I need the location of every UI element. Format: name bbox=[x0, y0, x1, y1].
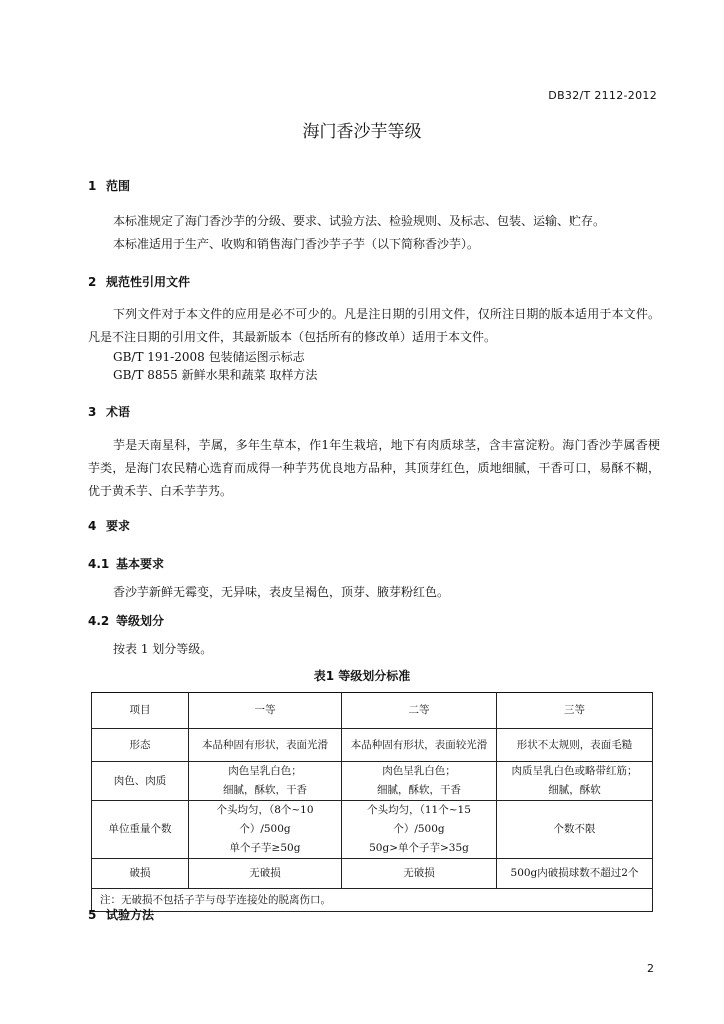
section-4-heading bbox=[88, 517, 130, 534]
section-title: 规范性引用文件 bbox=[106, 275, 191, 289]
section-3-heading bbox=[88, 403, 130, 420]
cell-line: 50g>单个子芋>35g bbox=[369, 842, 469, 854]
subsection-4-2-heading bbox=[88, 612, 164, 629]
paragraph: 本标准规定了海门香沙芋的分级、要求、试验方法、检验规则、及标志、包装、运输、贮存。 bbox=[113, 214, 606, 228]
table-cell bbox=[342, 801, 497, 859]
table-caption: 表1 等级划分标准 bbox=[313, 669, 411, 683]
section-number: 1 bbox=[88, 179, 97, 193]
reference-item: GB/T 191-2008 包装储运图示标志 bbox=[113, 350, 305, 364]
table-row bbox=[92, 729, 653, 762]
table-row bbox=[92, 801, 653, 859]
table-cell: 本品种固有形状，表面光滑 bbox=[189, 729, 342, 762]
subsection-number: 4.1 bbox=[88, 557, 110, 571]
paragraph: 本标准适用于生产、收购和销售海门香沙芋子芋（以下简称香沙芋）。 bbox=[113, 237, 480, 251]
table-cell: 无破损 bbox=[342, 859, 497, 889]
table-cell bbox=[189, 801, 342, 859]
subsection-4-1-heading bbox=[88, 555, 164, 572]
cell-line: 细腻，酥软 bbox=[548, 784, 601, 796]
row-label: 破损 bbox=[92, 859, 189, 889]
subsection-title: 基本要求 bbox=[116, 557, 165, 571]
table-cell: 无破损 bbox=[189, 859, 342, 889]
section-1-heading bbox=[88, 177, 130, 194]
cell-line: 肉质呈乳白色或略带红筋； bbox=[511, 765, 638, 777]
table-header-cell: 一等 bbox=[189, 693, 342, 729]
table-header-row bbox=[92, 693, 653, 729]
page-number: 2 bbox=[647, 962, 654, 975]
table-cell: 本品种固有形状，表面较光滑 bbox=[342, 729, 497, 762]
cell-line: 细腻，酥软，干香 bbox=[223, 784, 307, 796]
subsection-title: 等级划分 bbox=[116, 614, 165, 628]
cell-line: 个头均匀，（11个~15个）/500g bbox=[367, 804, 471, 835]
row-label: 单位重量个数 bbox=[92, 801, 189, 859]
table-cell: 500g内破损球数不超过2个 bbox=[497, 859, 653, 889]
subsection-number: 4.2 bbox=[88, 614, 110, 628]
section-5-heading bbox=[88, 906, 154, 923]
row-label: 形态 bbox=[92, 729, 189, 762]
paragraph: 芋是天南星科，芋属，多年生草本，作1年生栽培，地下有肉质球茎，含丰富淀粉。海门香沙芋属香梗芋类，是海门农民精心选育而成得一种芋艿优良地方品种，其顶芽红色，质地细腻，干香可口，易酥不糊，优于黄禾芋、白禾芋芋艿。 bbox=[88, 438, 660, 498]
section-title: 范围 bbox=[106, 179, 131, 193]
grading-table bbox=[91, 692, 653, 912]
paragraph: 香沙芋新鲜无霉变，无异味，表皮呈褐色，顶芽、腋芽粉红色。 bbox=[113, 585, 450, 599]
section-title: 术语 bbox=[106, 405, 131, 419]
section-2-heading bbox=[88, 273, 190, 290]
section-number: 4 bbox=[88, 519, 97, 533]
document-title: 海门香沙芋等级 bbox=[302, 122, 422, 142]
reference-item: GB/T 8855 新鲜水果和蔬菜 取样方法 bbox=[113, 368, 318, 382]
paragraph: 下列文件对于本文件的应用是必不可少的。凡是注日期的引用文件，仅所注日期的版本适用于本文件。凡是不注日期的引用文件，其最新版本（包括所有的修改单）适用于本文件。 bbox=[88, 307, 660, 344]
section-number: 5 bbox=[88, 908, 97, 922]
cell-line: 肉色呈乳白色； bbox=[382, 765, 456, 777]
table-cell: 个数不限 bbox=[497, 801, 653, 859]
paragraph: 按表 1 划分等级。 bbox=[113, 642, 213, 656]
table-row bbox=[92, 762, 653, 801]
section-title: 试验方法 bbox=[106, 908, 155, 922]
cell-line: 细腻，酥软，干香 bbox=[377, 784, 461, 796]
row-label: 肉色、肉质 bbox=[92, 762, 189, 801]
table-cell bbox=[342, 762, 497, 801]
table-row bbox=[92, 859, 653, 889]
table-cell bbox=[497, 762, 653, 801]
table-cell: 形状不太规则，表面毛糙 bbox=[497, 729, 653, 762]
cell-line: 个头均匀，（8个~10个）/500g bbox=[216, 804, 314, 835]
table-header-cell: 三等 bbox=[497, 693, 653, 729]
section-number: 3 bbox=[88, 405, 97, 419]
table-header-cell: 项目 bbox=[92, 693, 189, 729]
cell-line: 肉色呈乳白色； bbox=[228, 765, 302, 777]
table-header-cell: 二等 bbox=[342, 693, 497, 729]
table-note-row bbox=[92, 889, 653, 912]
cell-line: 单个子芋≥50g bbox=[229, 842, 301, 854]
section-title: 要求 bbox=[106, 519, 131, 533]
table-cell bbox=[189, 762, 342, 801]
table-note: 注：无破损不包括子芋与母芋连接处的脱离伤口。 bbox=[92, 889, 653, 912]
section-number: 2 bbox=[88, 275, 97, 289]
standard-number: DB32/T 2112-2012 bbox=[548, 89, 657, 102]
